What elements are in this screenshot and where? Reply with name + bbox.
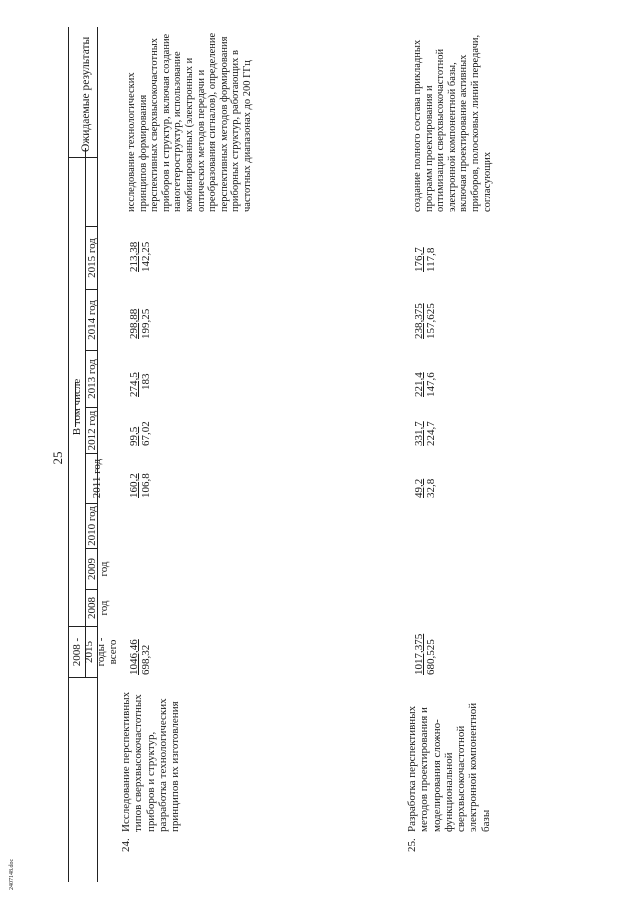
row-24-2013-b: 183 — [140, 373, 152, 390]
col-sep-2009 — [86, 548, 98, 549]
row-25-2011-a: 49,2 — [413, 478, 425, 498]
row-25-2012-a: 331,7 — [413, 421, 425, 446]
col-sep-2013 — [86, 350, 98, 351]
col-sep-2014 — [86, 289, 98, 290]
row-25-2014-b: 157,625 — [425, 303, 437, 339]
col-sep-2015 — [86, 226, 98, 227]
row-24-2015-b: 142,25 — [140, 241, 152, 272]
col-sep-total — [68, 626, 98, 627]
row-24-2012-a: 99,5 — [128, 426, 140, 446]
row-24-2014-b: 199,25 — [140, 308, 152, 339]
header-2013: 2013 год — [86, 359, 98, 399]
row-25-2015-b: 117,8 — [425, 247, 437, 272]
row-25-number: 25. — [406, 838, 418, 852]
row-24-2015-a: 213,38 — [128, 241, 140, 272]
table-top-rule — [68, 27, 69, 882]
row-25-2011-b: 32,8 — [425, 478, 437, 498]
header-2012: 2012 год — [86, 410, 98, 451]
row-24-number: 24. — [120, 838, 132, 852]
row-24-2011-a: 160,2 — [128, 473, 140, 498]
row-24-2013-a: 274,5 — [128, 372, 140, 397]
row-24-2012-b: 67,02 — [140, 421, 152, 446]
header-results: Ожидаемые результаты — [80, 36, 92, 152]
table-sheet — [68, 27, 640, 882]
row-25-total-b: 680,525 — [425, 639, 437, 675]
col-sep-results — [68, 157, 98, 158]
header-total: 2008 - 2015 годы - всего — [71, 637, 119, 667]
row-25-name: Разработка перспективных методов проектирования и моделирования сложно-функциональной сверхвысокочастотной электронной компонентной базы — [406, 702, 492, 832]
header-2011: 2011 год — [91, 458, 103, 499]
header-2008: 2008 год — [86, 597, 110, 619]
row-25-2012-b: 224,7 — [425, 421, 437, 446]
header-2015: 2015 год — [86, 238, 98, 278]
row-25-2013-a: 221,4 — [413, 372, 425, 397]
col-sep-2011 — [86, 453, 98, 454]
row-25-2015-a: 176,7 — [413, 247, 425, 272]
row-25-total-a: 1017,375 — [413, 633, 425, 675]
header-2010: 2010 год — [86, 506, 98, 546]
row-25-2013-b: 147,6 — [425, 372, 437, 397]
row-24-total-a: 1046,46 — [128, 639, 140, 675]
header-2014: 2014 год — [86, 300, 98, 340]
col-sep-2010 — [86, 503, 98, 504]
row-25-2014-a: 238,375 — [413, 303, 425, 339]
row-24-2014-a: 298,88 — [128, 308, 140, 339]
header-2009: 2009 год — [86, 558, 110, 580]
document-footer: 2407148.doc — [9, 858, 15, 890]
header-in-that-number: В том числе — [71, 378, 83, 436]
row-24-total-b: 698,32 — [140, 644, 152, 675]
col-sep-name — [68, 677, 98, 678]
page-number: 25 — [50, 451, 65, 465]
row-24-results: исследование технологических принципов формирования перспективных сверхвысокочастотных приборов и структур, включая создание наногетероструктур, использование комбинированных (электронных и оптических методов передачи и преобразования сигналов), определение перспективных методов формирования приборных структур, работающих в частотных диапазонах до 200 ГГц — [126, 32, 253, 212]
row-25-results: создание полного состава прикладных программ проектирования и оптимизации сверхвысокочастотной электронной компонентной базы, включая проектирование активных приборов, полосковых линий передачи, согласующих — [412, 34, 493, 212]
row-24-name: Исследование перспективных типов сверхвысокочастотных приборов и структур, разработка технологических принципов их изготовления — [120, 691, 182, 832]
col-sep-2008 — [86, 589, 98, 590]
row-24-2011-b: 106,8 — [140, 473, 152, 498]
col-sep-2012 — [86, 407, 98, 408]
